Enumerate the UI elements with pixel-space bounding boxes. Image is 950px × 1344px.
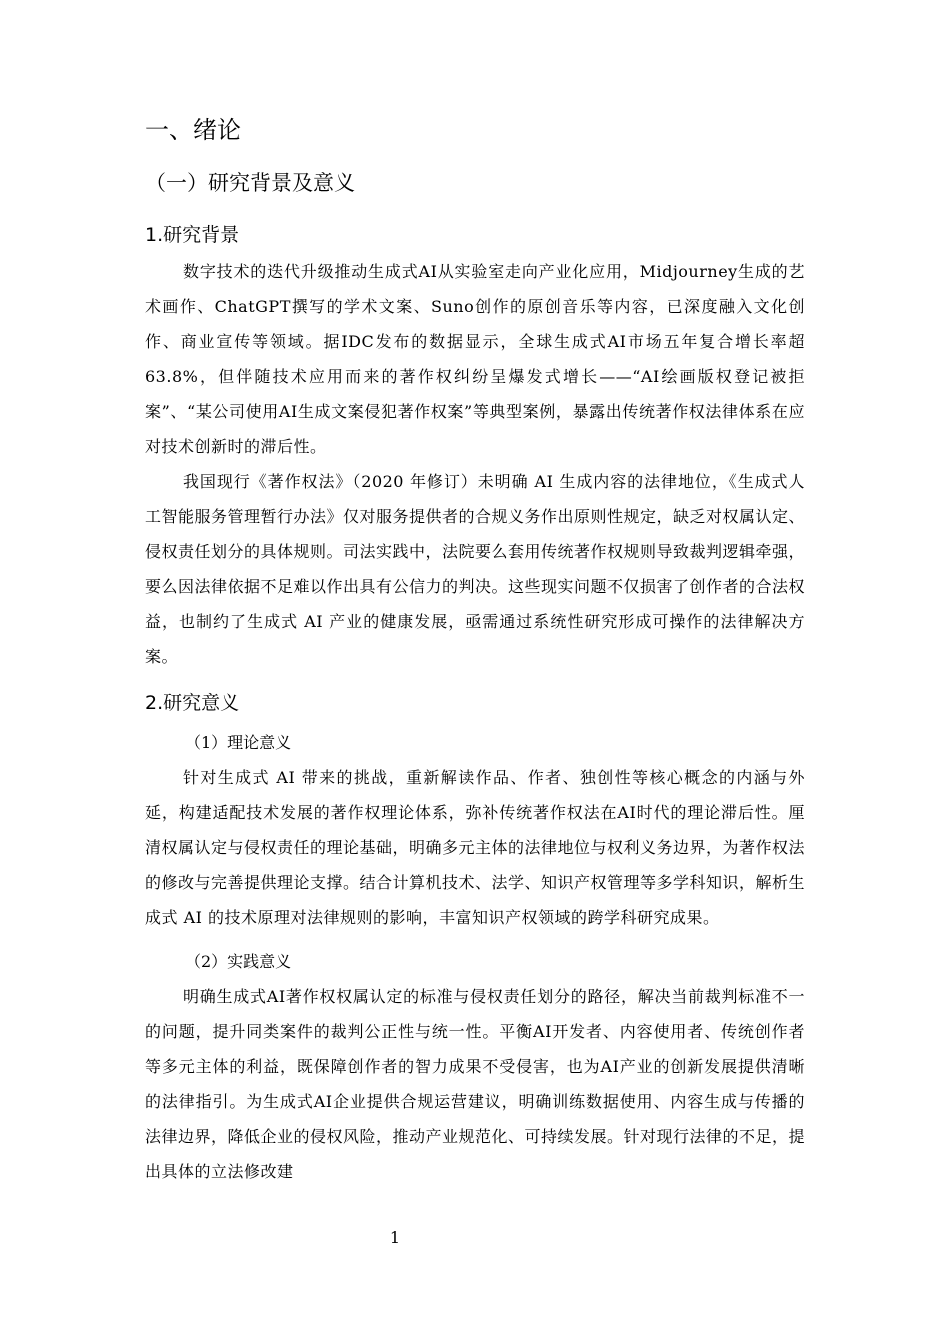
sub-heading-practical: （2）实践意义 xyxy=(185,952,292,971)
section-title: （一）研究背景及意义 xyxy=(145,171,355,195)
subsection-title-background: 1.研究背景 xyxy=(145,224,240,246)
paragraph-background-1: 数字技术的迭代升级推动生成式AI从实验室走向产业化应用，Midjourney生成的艺术画作、ChatGPT撰写的学术文案、Suno创作的原创音乐等内容，已深度融入文化创作、商业宣传等领域。据IDC发布的数据显示，全球生成式AI市场五年复合增长率超63.8%，但伴随技术应用而来的著作权纠纷呈爆发式增长——“AI绘画版权登记被拒案”、“某公司使用AI生成文案侵犯著作权案”等典型案例，暴露出传统著作权法律体系在应对技术创新时的滞后性。 xyxy=(145,262,805,456)
sub-heading-theoretical: （1）理论意义 xyxy=(185,733,292,752)
paragraph-practical: 明确生成式AI著作权权属认定的标准与侵权责任划分的路径，解决当前裁判标准不一的问题，提升同类案件的裁判公正性与统一性。平衡AI开发者、内容使用者、传统创作者等多元主体的利益，既保障创作者的智力成果不受侵害，也为AI产业的创新发展提供清晰的法律指引。为生成式AI企业提供合规运营建议，明确训练数据使用、内容生成与传播的法律边界，降低企业的侵权风险，推动产业规范化、可持续发展。针对现行法律的不足，提出具体的立法修改建 xyxy=(145,987,806,1181)
subsection-title-significance: 2.研究意义 xyxy=(145,692,240,714)
page-number: 1 xyxy=(389,1228,401,1247)
page-content xyxy=(145,112,805,1189)
chapter-title: 一、绪论 xyxy=(145,116,241,144)
paragraph-theoretical: 针对生成式 AI 带来的挑战，重新解读作品、作者、独创性等核心概念的内涵与外延，构建适配技术发展的著作权理论体系，弥补传统著作权法在AI时代的理论滞后性。厘清权属认定与侵权责任的理论基础，明确多元主体的法律地位与权利义务边界，为著作权法的修改与完善提供理论支撑。结合计算机技术、法学、知识产权管理等多学科知识，解析生成式 AI 的技术原理对法律规则的影响，丰富知识产权领域的跨学科研究成果。 xyxy=(145,768,806,927)
paragraph-background-2: 我国现行《著作权法》（2020 年修订）未明确 AI 生成内容的法律地位，《生成式人工智能服务管理暂行办法》仅对服务提供者的合规义务作出原则性规定，缺乏对权属认定、侵权责任划分的具体规则。司法实践中，法院要么套用传统著作权规则导致裁判逻辑牵强，要么因法律依据不足难以作出具有公信力的判决。这些现实问题不仅损害了创作者的合法权益，也制约了生成式 AI 产业的健康发展，亟需通过系统性研究形成可操作的法律解决方案。 xyxy=(145,472,806,666)
